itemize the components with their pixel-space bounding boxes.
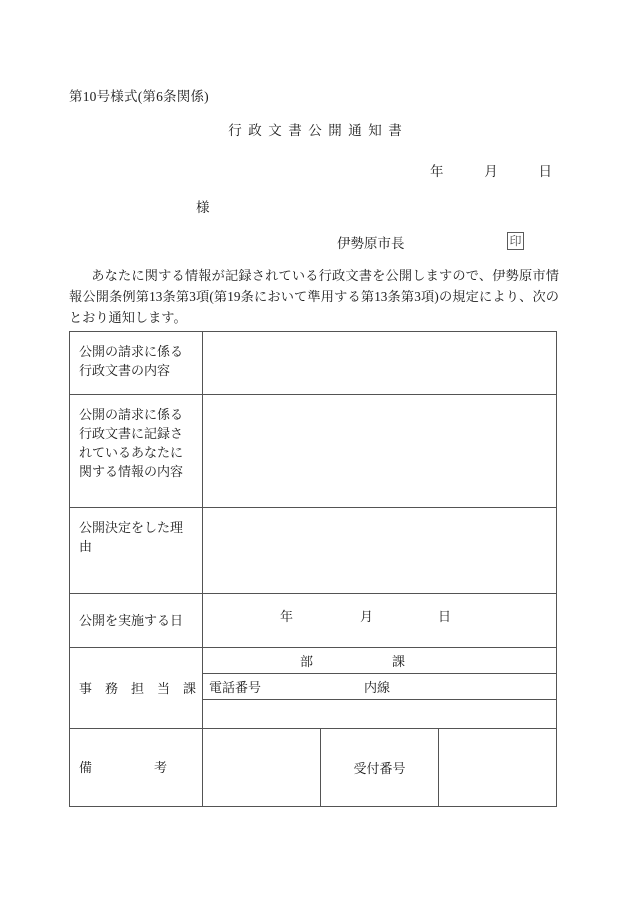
responsible-section-detail-cell <box>203 648 557 729</box>
document-title: 行政文書公開通知書 <box>228 123 409 138</box>
body-paragraph <box>69 265 559 328</box>
implementation-date-year: 年 <box>279 609 293 624</box>
implementation-date-month: 月 <box>359 609 373 624</box>
value-implementation-date[interactable] <box>203 594 557 648</box>
table-row-disclosure-request-content <box>70 332 557 395</box>
label-disclosure-request-content: 公開の請求に係る行政文書の内容 <box>70 332 203 395</box>
section-label: 課 <box>391 654 405 669</box>
label-personal-info-content: 公開の請求に係る行政文書に記録されているあなたに関する情報の内容 <box>70 395 203 508</box>
issuer-name: 伊勢原市長 <box>337 236 405 251</box>
remarks-label-first: 備 <box>79 760 93 775</box>
notification-form-table <box>69 331 557 807</box>
label-receipt-number: 受付番号 <box>321 729 439 807</box>
label-implementation-date: 公開を実施する日 <box>70 594 203 648</box>
phone-label: 電話番号 <box>209 680 262 695</box>
phone-extension-line[interactable] <box>203 674 556 700</box>
department-section-line[interactable] <box>203 648 556 674</box>
form-number: 第10号様式(第6条関係) <box>69 89 209 104</box>
responsible-section-subtable <box>203 648 556 728</box>
table-row-personal-info-content <box>70 395 557 508</box>
value-remarks[interactable] <box>203 729 321 807</box>
issue-date-month: 月 <box>484 164 498 179</box>
seal-stamp-box: 印 <box>507 232 524 250</box>
issue-date-day: 日 <box>538 164 552 179</box>
label-responsible-section <box>70 648 203 729</box>
label-decision-reason: 公開決定をした理由 <box>70 508 203 594</box>
label-responsible-section-text: 事 務 担 当 課 <box>79 680 197 696</box>
responsible-section-spacer <box>203 700 556 729</box>
table-row-implementation-date <box>70 594 557 648</box>
remarks-label-second: 考 <box>154 760 168 775</box>
subrow-spacer <box>203 700 556 729</box>
value-receipt-number[interactable] <box>439 729 557 807</box>
implementation-date-day: 日 <box>437 609 451 624</box>
value-decision-reason[interactable] <box>203 508 557 594</box>
label-remarks-text <box>79 758 194 777</box>
department-label: 部 <box>299 654 313 669</box>
body-paragraph-text: あなたに関する情報が記録されている行政文書を公開しますので、伊勢原市情報公開条例第13条第3項(第19条において準用する第13条第3項)の規定により、次のとおり通知します。 <box>69 268 559 325</box>
table-row-responsible-section <box>70 648 557 729</box>
subrow-phone-extension <box>203 674 556 700</box>
issue-date-year: 年 <box>430 164 444 179</box>
addressee-honorific: 様 <box>196 200 210 215</box>
subrow-department-section <box>203 648 556 674</box>
issue-date-line <box>430 160 552 180</box>
table-row-remarks <box>70 729 557 807</box>
label-remarks <box>70 729 203 807</box>
value-personal-info-content[interactable] <box>203 395 557 508</box>
table-row-decision-reason <box>70 508 557 594</box>
extension-label: 内線 <box>364 680 391 695</box>
value-disclosure-request-content[interactable] <box>203 332 557 395</box>
